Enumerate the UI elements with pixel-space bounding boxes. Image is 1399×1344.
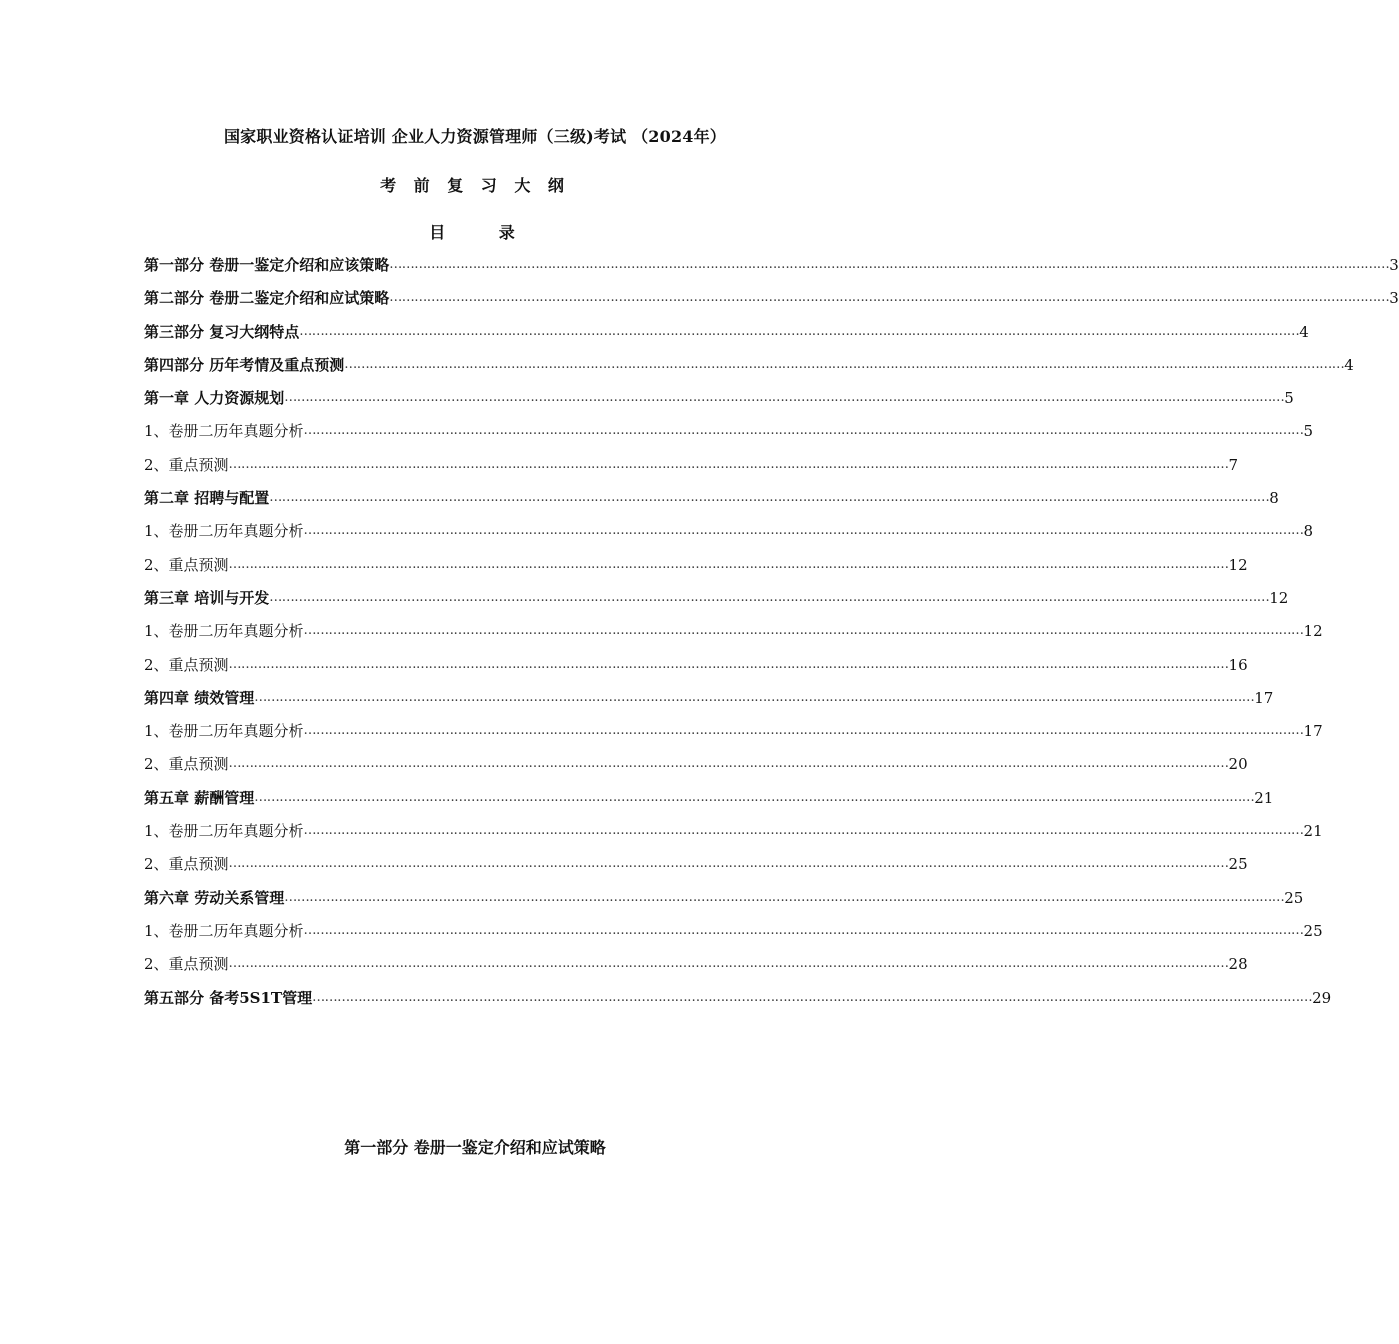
toc-entry-label: 1、卷册二历年真题分析 <box>144 422 304 441</box>
toc-entry[interactable] <box>144 654 1248 687</box>
toc-entry[interactable] <box>144 554 1248 587</box>
toc-heading: 目 录 <box>429 223 539 242</box>
toc-entry-label: 第二部分 卷册二鉴定介绍和应试策略 <box>144 289 390 308</box>
toc-dot-leader: …………………………………………………………………………………………………………………………………………………………………………………………………………………… <box>303 922 1304 938</box>
toc-entry-page-number: 29 <box>1312 988 1332 1007</box>
toc-dot-leader: …………………………………………………………………………………………………………………………………………………………………………………………………………………… <box>228 656 1229 672</box>
toc-entry[interactable] <box>144 287 1399 320</box>
toc-entry[interactable] <box>144 420 1314 453</box>
toc-dot-leader: …………………………………………………………………………………………………………………………………………………………………………………………………………………… <box>312 989 1313 1005</box>
toc-dot-leader: …………………………………………………………………………………………………………………………………………………………………………………………………………………… <box>228 856 1229 872</box>
toc-dot-leader: …………………………………………………………………………………………………………………………………………………………………………………………………………………… <box>284 390 1285 406</box>
toc-entry-page-number: 20 <box>1228 755 1248 774</box>
toc-entry-page-number: 5 <box>1284 389 1294 408</box>
toc-entry-label: 2、重点预测 <box>144 755 229 774</box>
toc-entry-page-number: 12 <box>1303 622 1323 641</box>
toc-dot-leader: …………………………………………………………………………………………………………………………………………………………………………………………………………………… <box>228 556 1229 572</box>
toc-entry-page-number: 25 <box>1284 888 1304 907</box>
toc-dot-leader: …………………………………………………………………………………………………………………………………………………………………………………………………………………… <box>389 290 1390 306</box>
toc-dot-leader: …………………………………………………………………………………………………………………………………………………………………………………………………………………… <box>303 523 1304 539</box>
toc-dot-leader: …………………………………………………………………………………………………………………………………………………………………………………………………………………… <box>299 323 1300 339</box>
toc-entry-label: 2、重点预测 <box>144 555 229 574</box>
toc-entry[interactable] <box>144 587 1289 620</box>
toc-dot-leader: …………………………………………………………………………………………………………………………………………………………………………………………………………………… <box>284 889 1285 905</box>
toc-entry-label: 第四章 绩效管理 <box>144 688 255 707</box>
toc-entry-page-number: 17 <box>1303 722 1323 741</box>
toc-dot-leader: …………………………………………………………………………………………………………………………………………………………………………………………………………………… <box>303 823 1304 839</box>
toc-entry[interactable] <box>144 387 1294 420</box>
toc-entry[interactable] <box>144 987 1332 1020</box>
toc-entry-page-number: 25 <box>1228 855 1248 874</box>
toc-entry[interactable] <box>144 887 1304 920</box>
toc-entry-page-number: 12 <box>1228 555 1248 574</box>
toc-entry-page-number: 3 <box>1389 256 1399 274</box>
toc-entry-page-number: 21 <box>1303 822 1323 841</box>
toc-entry-label: 1、卷册二历年真题分析 <box>144 622 304 641</box>
document-title: 国家职业资格认证培训 企业人力资源管理师（三级)考试 （2024年） <box>223 127 727 146</box>
toc-entry-label: 第一部分 卷册一鉴定介绍和应该策略 <box>144 256 390 274</box>
toc-entry-page-number: 4 <box>1299 322 1309 341</box>
toc-entry-label: 2、重点预测 <box>144 455 229 474</box>
toc-entry[interactable] <box>144 254 1399 287</box>
toc-entry[interactable] <box>144 953 1248 986</box>
toc-entry-label: 2、重点预测 <box>144 855 229 874</box>
toc-dot-leader: …………………………………………………………………………………………………………………………………………………………………………………………………………………… <box>228 956 1229 972</box>
toc-entry-page-number: 3 <box>1389 289 1399 308</box>
document-subtitle: 考 前 复 习 大 纲 <box>380 176 570 195</box>
toc-dot-leader: …………………………………………………………………………………………………………………………………………………………………………………………………………………… <box>389 257 1390 272</box>
toc-entry-label: 1、卷册二历年真题分析 <box>144 822 304 841</box>
toc-entry-label: 第一章 人力资源规划 <box>144 389 285 408</box>
toc-entry-label: 1、卷册二历年真题分析 <box>144 522 304 541</box>
toc-entry-label: 2、重点预测 <box>144 655 229 674</box>
table-of-contents <box>144 254 1399 1020</box>
toc-entry-page-number: 8 <box>1269 489 1279 508</box>
toc-dot-leader: …………………………………………………………………………………………………………………………………………………………………………………………………………………… <box>254 789 1255 805</box>
toc-entry-label: 第五章 薪酬管理 <box>144 788 255 807</box>
toc-entry-page-number: 28 <box>1228 955 1248 974</box>
toc-entry[interactable] <box>144 454 1239 487</box>
toc-dot-leader: …………………………………………………………………………………………………………………………………………………………………………………………………………………… <box>303 723 1304 739</box>
toc-entry-page-number: 7 <box>1228 455 1239 474</box>
toc-entry-page-number: 8 <box>1303 522 1314 541</box>
toc-entry[interactable] <box>144 853 1248 886</box>
toc-entry[interactable] <box>144 354 1354 387</box>
toc-dot-leader: …………………………………………………………………………………………………………………………………………………………………………………………………………………… <box>303 623 1304 639</box>
toc-entry-label: 第五部分 备考5S1T管理 <box>144 988 313 1007</box>
toc-dot-leader: …………………………………………………………………………………………………………………………………………………………………………………………………………………… <box>254 689 1255 705</box>
toc-entry-label: 第二章 招聘与配置 <box>144 489 270 508</box>
toc-entry-page-number: 5 <box>1303 422 1314 441</box>
toc-entry[interactable] <box>144 920 1323 953</box>
toc-dot-leader: …………………………………………………………………………………………………………………………………………………………………………………………………………………… <box>344 356 1345 372</box>
toc-dot-leader: …………………………………………………………………………………………………………………………………………………………………………………………………………………… <box>228 756 1229 772</box>
toc-entry-page-number: 16 <box>1228 655 1248 674</box>
toc-entry-label: 第三部分 复习大纲特点 <box>144 322 300 341</box>
toc-dot-leader: …………………………………………………………………………………………………………………………………………………………………………………………………………………… <box>269 490 1270 506</box>
toc-entry-page-number: 21 <box>1254 788 1274 807</box>
toc-entry[interactable] <box>144 753 1248 786</box>
toc-entry-label: 1、卷册二历年真题分析 <box>144 921 304 940</box>
toc-entry[interactable] <box>144 620 1323 653</box>
toc-entry[interactable] <box>144 787 1274 820</box>
toc-entry-label: 2、重点预测 <box>144 955 229 974</box>
toc-entry[interactable] <box>144 321 1309 354</box>
toc-dot-leader: …………………………………………………………………………………………………………………………………………………………………………………………………………………… <box>228 456 1229 472</box>
toc-entry-label: 第六章 劳动关系管理 <box>144 888 285 907</box>
toc-entry-page-number: 25 <box>1303 921 1323 940</box>
toc-entry-page-number: 17 <box>1254 688 1274 707</box>
toc-dot-leader: …………………………………………………………………………………………………………………………………………………………………………………………………………………… <box>303 423 1304 439</box>
toc-dot-leader: …………………………………………………………………………………………………………………………………………………………………………………………………………………… <box>269 589 1270 605</box>
toc-entry[interactable] <box>144 720 1323 753</box>
toc-entry[interactable] <box>144 687 1274 720</box>
toc-entry[interactable] <box>144 487 1279 520</box>
section-heading: 第一部分 卷册一鉴定介绍和应试策略 <box>344 1138 606 1157</box>
toc-entry[interactable] <box>144 820 1323 853</box>
toc-entry-label: 1、卷册二历年真题分析 <box>144 722 304 741</box>
toc-entry-page-number: 12 <box>1269 588 1289 607</box>
toc-entry-label: 第四部分 历年考情及重点预测 <box>144 355 345 374</box>
toc-entry[interactable] <box>144 520 1314 553</box>
toc-entry-label: 第三章 培训与开发 <box>144 588 270 607</box>
toc-entry-page-number: 4 <box>1344 355 1354 374</box>
